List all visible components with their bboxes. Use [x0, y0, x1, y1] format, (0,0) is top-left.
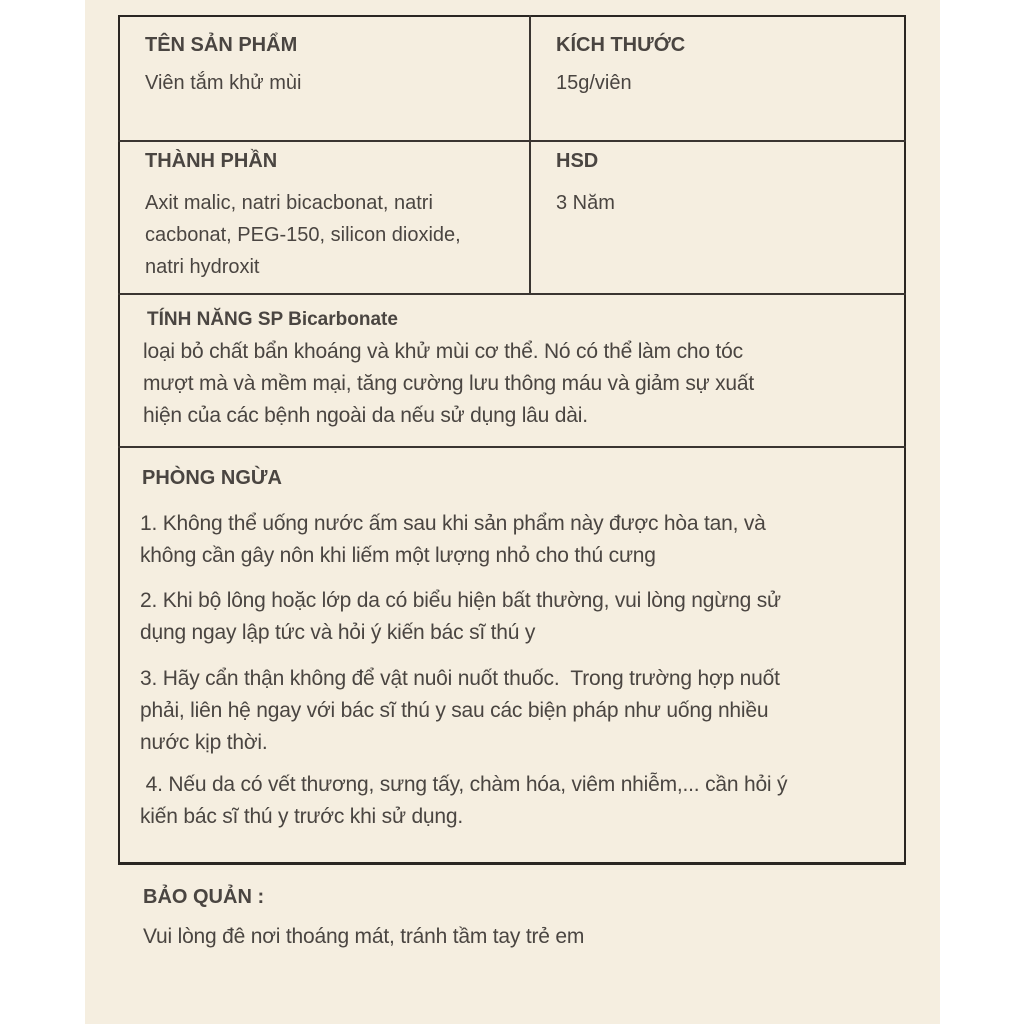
precaution-item-3: [140, 663, 780, 759]
precaution-item-4: [140, 769, 787, 833]
ingredients-line: Axit malic, natri bicacbonat, natri: [145, 192, 433, 214]
expiry-value: 3 Năm: [556, 192, 615, 214]
row-divider: [118, 446, 906, 448]
row-divider: [118, 293, 906, 295]
size-label: KÍCH THƯỚC: [556, 34, 686, 56]
features-label: TÍNH NĂNG SP Bicarbonate: [147, 309, 398, 330]
precaution-item-1: [140, 508, 766, 572]
row-divider: [118, 140, 906, 142]
product-name-value: Viên tắm khử mùi: [145, 72, 302, 94]
features-line: loại bỏ chất bẩn khoáng và khử mùi cơ thể. Nó có thể làm cho tóc: [143, 340, 743, 363]
column-divider: [529, 15, 531, 294]
features-text: [143, 336, 754, 432]
precaution-line: nước kịp thời.: [140, 731, 268, 754]
precaution-line: 1. Không thể uống nước ấm sau khi sản phẩm này được hòa tan, và: [140, 512, 766, 535]
expiry-label: HSD: [556, 150, 599, 172]
ingredients-value: [145, 187, 461, 283]
precaution-item-2: [140, 585, 781, 649]
size-value: 15g/viên: [556, 72, 632, 94]
precautions-label: PHÒNG NGỪA: [142, 467, 282, 489]
storage-value: Vui lòng đê nơi thoáng mát, tránh tầm tay trẻ em: [143, 925, 585, 948]
precaution-line: 2. Khi bộ lông hoặc lớp da có biểu hiện bất thường, vui lòng ngừng sử: [140, 589, 781, 612]
precaution-line: phải, liên hệ ngay với bác sĩ thú y sau các biện pháp như uống nhiều: [140, 699, 769, 722]
storage-label: BẢO QUẢN :: [143, 886, 265, 908]
precaution-line: 3. Hãy cẩn thận không để vật nuôi nuốt thuốc. Trong trường hợp nuốt: [140, 667, 780, 690]
ingredients-line: natri hydroxit: [145, 256, 260, 278]
precaution-line: không cần gây nôn khi liếm một lượng nhỏ cho thú cưng: [140, 544, 656, 567]
precaution-line: dụng ngay lập tức và hỏi ý kiến bác sĩ thú y: [140, 621, 536, 644]
precaution-line: 4. Nếu da có vết thương, sưng tấy, chàm hóa, viêm nhiễm,... cần hỏi ý: [140, 773, 788, 796]
product-name-label: TÊN SẢN PHẨM: [145, 34, 298, 56]
ingredients-label: THÀNH PHẦN: [145, 150, 278, 172]
precaution-line: kiến bác sĩ thú y trước khi sử dụng.: [140, 805, 463, 828]
features-line: mượt mà và mềm mại, tăng cường lưu thông máu và giảm sự xuất: [143, 372, 755, 395]
ingredients-line: cacbonat, PEG-150, silicon dioxide,: [145, 224, 461, 246]
features-line: hiện của các bệnh ngoài da nếu sử dụng lâu dài.: [143, 404, 588, 427]
